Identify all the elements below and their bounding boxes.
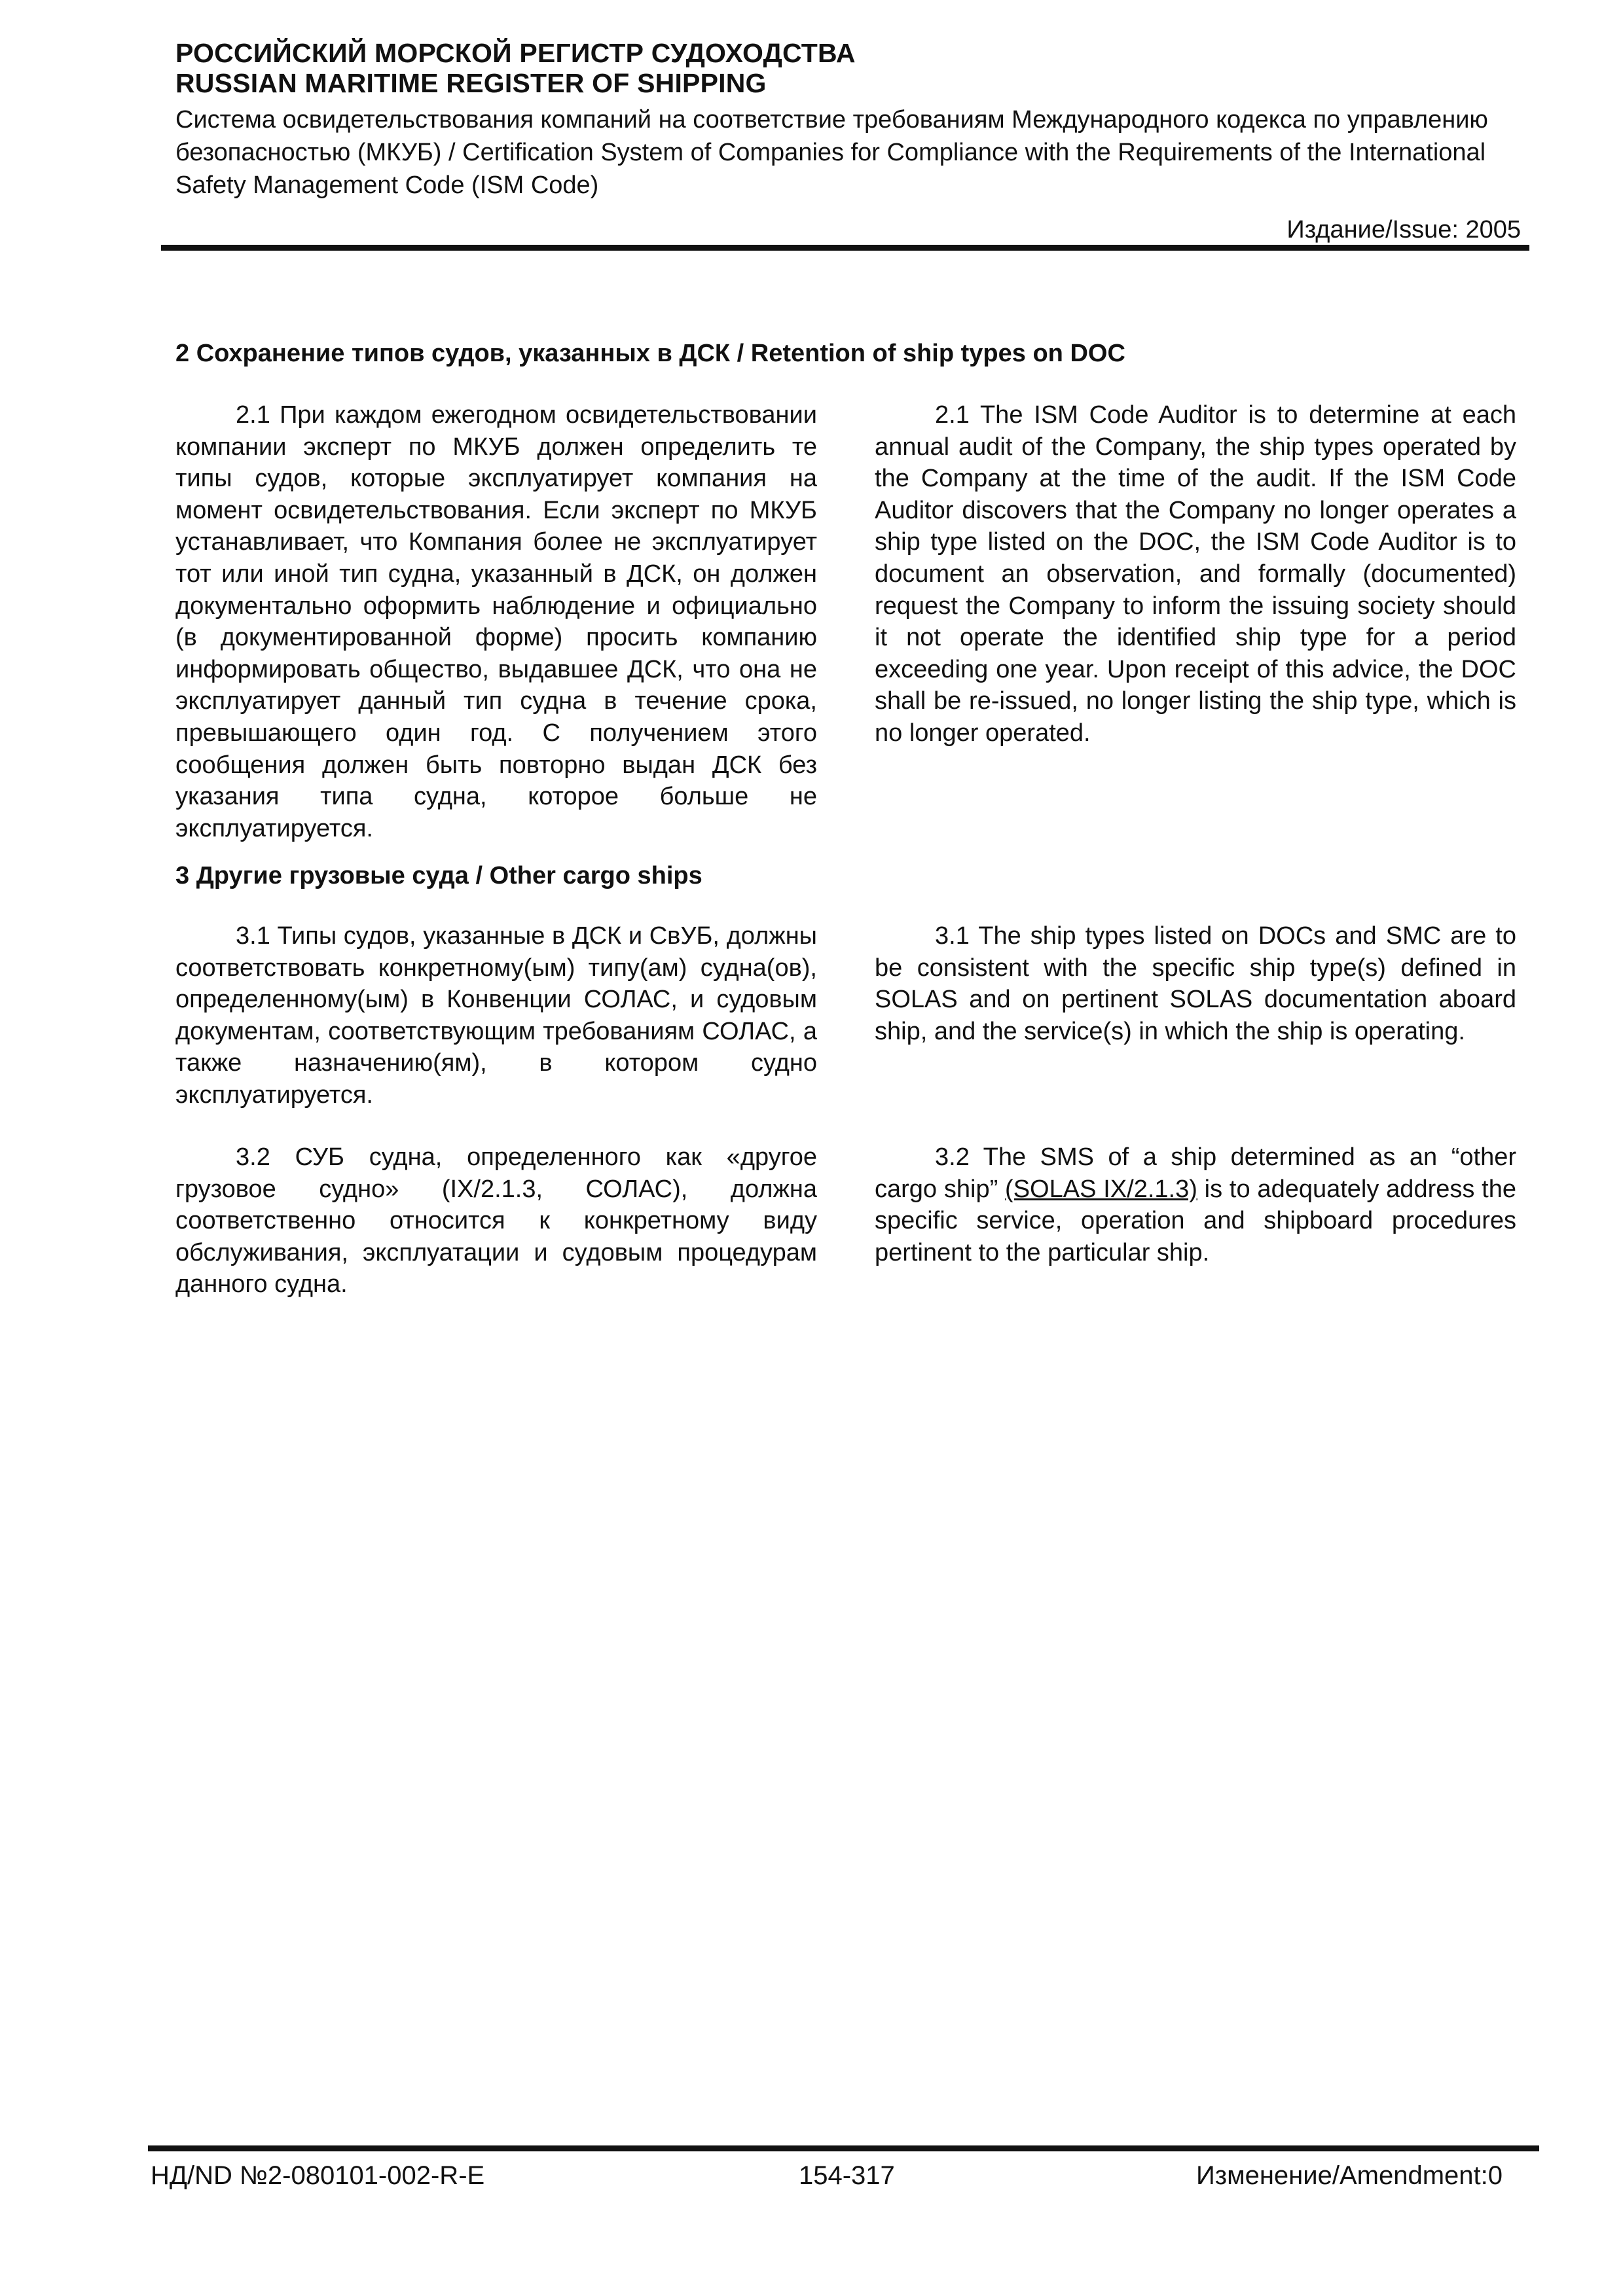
amendment-label: Изменение/Amendment:0	[1196, 2161, 1503, 2190]
header-divider	[161, 245, 1529, 251]
section-3-2-ru: 3.2 СУБ судна, определенного как «другое грузовое судно» (IX/2.1.3, СОЛАС), должна соответственно относится к конкретному виду обслуживания, эксплуатации и судовым процедурам данного судна.	[175, 1143, 817, 1299]
solas-reference-link[interactable]: (SOLAS IX/2.1.3)	[1005, 1175, 1197, 1203]
system-description: Система освидетельствования компаний на соответствие требованиям Международного кодекса по управлению безопасностью (МКУБ) / Certification System of Companies for Compliance with the Requirements of the International Safety Management Code (ISM Code)	[175, 106, 1488, 199]
section-3-2-en	[875, 1141, 1516, 1268]
section-3-1-en: 3.1 The ship types listed on DOCs and SMC are to be consistent with the specific ship type(s) defined in SOLAS and on pertinent SOLAS documentation aboard ship, and the service(s) in which the ship is operating.	[875, 922, 1516, 1045]
section-3-2-en-text-start: 3.2 The SMS of a ship determined as an “other cargo ship”	[875, 1143, 1516, 1203]
organization-name-en: RUSSIAN MARITIME REGISTER OF SHIPPING	[175, 68, 767, 98]
section-2-1-ru: 2.1 При каждом ежегодном освидетельствовании компании эксперт по МКУБ должен определить те типы судов, которые эксплуатирует компания на момент освидетельствования. Если эксперт по МКУБ устанавливает, что Компания более не эксплуатирует тот или иной тип судна, указанный в ДСК, он должен документально оформить наблюдение и официально (в документированной форме) просить компанию информировать общество, выдавшее ДСК, что она не эксплуатирует данный тип судна в течение срока, превышающего один год. С получением этого сообщения должен быть повторно выдан ДСК без указания типа судна, которое больше не эксплуатируется.	[175, 401, 817, 842]
footer-divider	[148, 2145, 1539, 2151]
issue-label: Издание/Issue: 2005	[1286, 216, 1521, 243]
organization-name-ru: РОССИЙСКИЙ МОРСКОЙ РЕГИСТР СУДОХОДСТВА	[175, 38, 856, 68]
section-2-title: 2 Сохранение типов судов, указанных в ДСК / Retention of ship types on DOC	[175, 340, 1125, 367]
section-3-2-en-text-end: is to adequately address the specific service, operation and shipboard procedures pertinent to the particular ship.	[875, 1175, 1516, 1266]
section-3-title: 3 Другие грузовые суда / Other cargo ships	[175, 862, 702, 889]
section-3-1-ru: 3.1 Типы судов, указанные в ДСК и СвУБ, должны соответствовать конкретному(ым) типу(ам) судна(ов), определенному(ым) в Конвенции СОЛАС, и судовым документам, соответствующим требованиям СОЛАС, а также назначению(ям), в котором судно эксплуатируется.	[175, 922, 817, 1109]
document-number: НД/ND №2-080101-002-R-E	[151, 2161, 485, 2190]
page-number: 154-317	[799, 2161, 895, 2190]
page-header	[175, 38, 1521, 246]
section-2-1-en: 2.1 The ISM Code Auditor is to determine at each annual audit of the Company, the ship types operated by the Company at the time of the audit. If the ISM Code Auditor discovers that the Company no longer operates a ship type listed on the DOC, the ISM Code Auditor is to document an observation, and formally (documented) request the Company to inform the issuing society should it not operate the identified ship type for a period exceeding one year. Upon receipt of this advice, the DOC shall be re-issued, no longer listing the ship type, which is no longer operated.	[875, 401, 1516, 747]
